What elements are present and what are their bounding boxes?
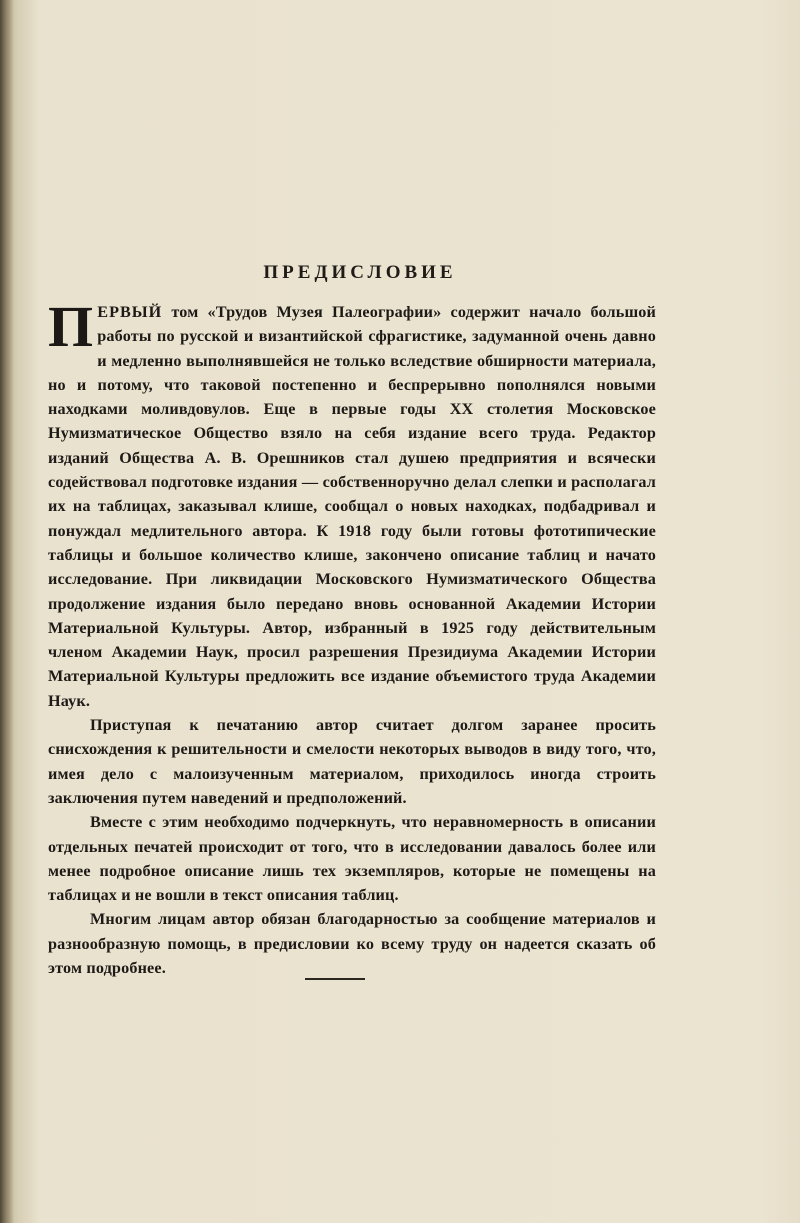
paragraph-2: Приступая к печатанию автор считает долгом заранее просить снисхождения к решительности и смелости некоторых выводов в виду того, что, имея дело с малоизученным материалом, приходилось иногда строить заключения путем наведений и предположений. <box>48 716 656 807</box>
page-title: ПРЕДИСЛОВИЕ <box>263 262 457 283</box>
paragraph-1-text: том «Трудов Музея Палеографии» содержит начало большой работы по русской и византийской сфрагистике, задуманной очень давно и медленно выполнявшейся не только вследствие обширности материала, но и потому, что таковой постепенно и беспрерывно пополнялся новыми находками моливдовулов. Еще в первые годы XX столетия Московское Нумизматическое Общество взяло на себя издание всего труда. Редактор изданий Общества А. В. Орешников стал душею предприятия и всячески содействовал подготовке издания — собственноручно делал слепки и располагал их на таблицах, заказывал клише, сообщал о новых находках, подбадривал и понуждал медлительного автора. К 1918 году были готовы фототипические таблицы и большое количество клише, закончено описание таблиц и начато исследование. При ликвидации Московского Нумизматического Общества продолжение издания было передано вновь основанной Академии Истории Материальной Культуры. Автор, избранный в 1925 году действительным членом Академии Наук, просил разрешения Президиума Академии Истории Материальной Культуры предложить все издание объемистого труда Академии Наук. <box>48 303 656 710</box>
closing-rule <box>305 978 365 980</box>
paragraph-4: Многим лицам автор обязан благодарностью за сообщение материалов и разнообразную помощь, в предисловии ко всему труду он надеется сказать об этом подробнее. <box>48 910 656 978</box>
drop-cap: П <box>48 294 94 359</box>
paragraph-3: Вместе с этим необходимо подчеркнуть, что неравномерность в описании отдельных печатей происходит от того, что в исследовании давалось более или менее подробное описание лишь тех экземпляров, которые не помещены на таблицах и не вошли в текст описания таблиц. <box>48 813 656 905</box>
first-word: ЕРВЫЙ <box>97 303 163 321</box>
paragraph-1 <box>48 294 656 713</box>
binding-shadow <box>0 0 14 1223</box>
preface-body <box>48 294 656 980</box>
